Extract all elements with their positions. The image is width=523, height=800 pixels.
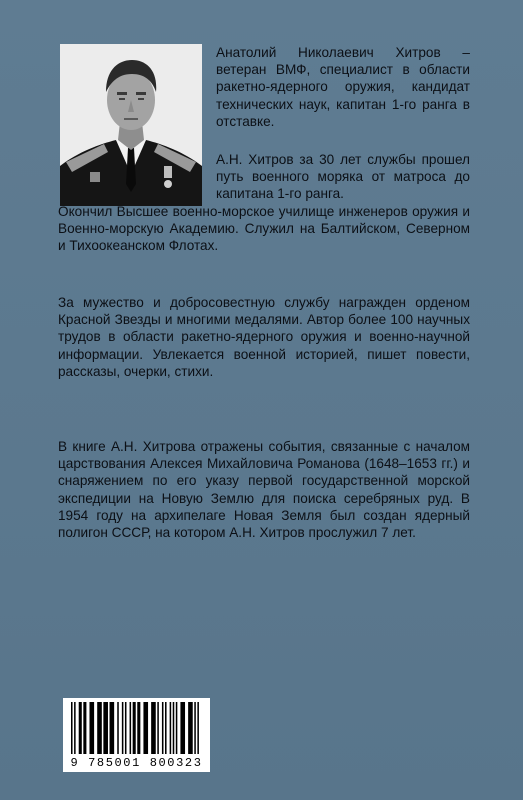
barcode-bar	[188, 702, 193, 754]
barcode-bar	[97, 702, 102, 754]
barcode-bar	[170, 702, 172, 754]
barcode-bar	[151, 702, 156, 754]
barcode-bar	[162, 702, 164, 754]
barcode-bar	[71, 702, 73, 754]
author-awards: За мужество и добросовестную службу награжден орденом Красной Звезды и многими медалями. Автор более 100 научных трудов в области ракетно-ядерного оружия и военно-научной информации. Увлекается военной историей, пишет повести, рассказы, очерки, стихи.	[58, 295, 470, 379]
isbn-number: 9 785001 800323	[63, 755, 210, 771]
book-annotation: В книге А.Н. Хитрова отражены события, связанные с началом царствования Алексея Михайловича Романова (1648–1653 гг.) и снаряжением по его указу первой государственной морской экспедиции на Новую Землю для поиска серебряных руд. В 1954 году на архипелаге Новая Земля был создан ядерный полигон СССР, на котором А.Н. Хитров прослужил 7 лет.	[58, 439, 470, 541]
barcode-bar	[173, 702, 175, 754]
author-intro: Анатолий Николаевич Хитров – ветеран ВМФ, специалист в области ракетно-ядерного оружия, кандидат технических наук, капитан 1-го ранга в отставке.	[216, 45, 470, 129]
barcode-bar	[197, 702, 199, 754]
barcode-bar	[103, 702, 108, 754]
barcode-bar	[89, 702, 94, 754]
barcode-bar	[137, 702, 140, 754]
barcode-bar	[122, 702, 124, 754]
barcode-bar	[79, 702, 82, 754]
barcode-bar	[83, 702, 86, 754]
barcode-bar	[165, 702, 167, 754]
barcode-bar	[130, 702, 132, 754]
barcode-bar	[143, 702, 148, 754]
author-service-start: А.Н. Хитров за 30 лет службы прошел путь военного моряка от матроса до капитана 1-го ранга.	[216, 152, 470, 202]
barcode-bar	[125, 702, 127, 754]
author-service-rest: Окончил Высшее военно-морское училище инженеров оружия и Военно-морскую Академию. Служил на Балтийском, Северном и Тихоокеанском Флотах.	[58, 203, 470, 254]
barcode-bar	[176, 702, 178, 754]
barcode-bar	[117, 702, 119, 754]
barcode-bar	[194, 702, 196, 754]
author-service	[58, 151, 470, 254]
barcode-bar	[157, 702, 159, 754]
barcode-bar	[110, 702, 115, 754]
barcode-bar	[133, 702, 136, 754]
barcode-bar	[180, 702, 185, 754]
barcode-bar	[74, 702, 76, 754]
